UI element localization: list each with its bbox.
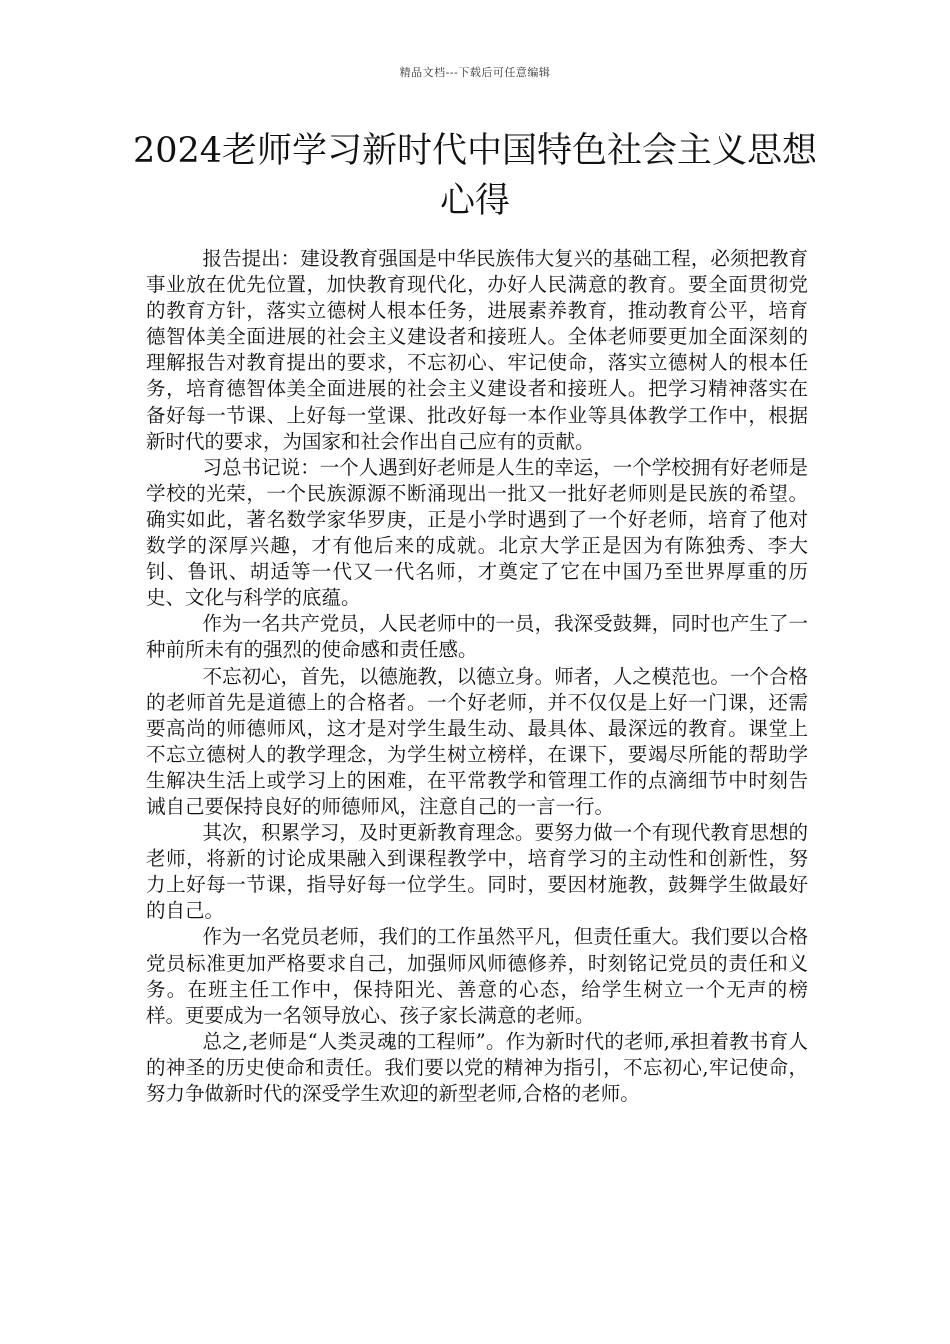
paragraph-3: 作为一名共产党员，人民老师中的一员，我深受鼓舞，同时也产生了一种前所未有的强烈的使命感和责任感。 xyxy=(146,612,808,662)
paragraph-2: 习总书记说：一个人遇到好老师是人生的幸运，一个学校拥有好老师是学校的光荣，一个民族源源不断涌现出一批又一批好老师则是民族的希望。确实如此，著名数学家华罗庚，正是小学时遇到了一个好老师，培育了他对数学的深厚兴趣，才有他后来的成就。北京大学正是因为有陈独秀、李大钊、鲁讯、胡适等一代又一代名师，才奠定了它在中国乃至世界厚重的历史、文化与科学的底蕴。 xyxy=(146,455,808,610)
paragraph-4: 不忘初心，首先，以德施教，以德立身。师者，人之模范也。一个合格的老师首先是道德上的合格者。一个好老师，并不仅仅是上好一门课，还需要高尚的师德师风，这才是对学生最生动、最具体、最深远的教育。课堂上不忘立德树人的教学理念，为学生树立榜样，在课下，要竭尽所能的帮助学生解决生活上或学习上的困难，在平常教学和管理工作的点滴细节中时刻告诫自己要保持良好的师德师风，注意自己的一言一行。 xyxy=(146,664,808,818)
paragraph-5: 其次，积累学习，及时更新教育理念。要努力做一个有现代教育思想的老师，将新的讨论成果融入到课程教学中，培育学习的主动性和创新性，努力上好每一节课，指导好每一位学生。同时，要因材施教，鼓舞学生做最好的自己。 xyxy=(146,821,808,923)
paragraph-7: 总之,老师是“人类灵魂的工程师”。作为新时代的老师,承担着教书育人的神圣的历史使命和责任。我们要以党的精神为指引，不忘初心,牢记使命，努力争做新时代的深受学生欢迎的新型老师,合格的老师。 xyxy=(146,1029,808,1105)
paragraph-1: 报告提出：建设教育强国是中华民族伟大复兴的基础工程，必须把教育事业放在优先位置，加快教育现代化，办好人民满意的教育。要全面贯彻党的教育方针，落实立德树人根本任务，进展素养教育，推动教育公平，培育德智体美全面进展的社会主义建设者和接班人。全体老师要更加全面深刻的理解报告对教育提出的要求，不忘初心、牢记使命，落实立德树人的根本任务，培育德智体美全面进展的社会主义建设者和接班人。把学习精神落实在备好每一节课、上好每一堂课、批改好每一本作业等具体教学工作中，根据新时代的要求，为国家和社会作出自己应有的贡献。 xyxy=(146,247,808,453)
document-body xyxy=(146,246,808,1107)
header-note: 精品文档---下载后可任意编辑 xyxy=(399,66,551,79)
paragraph-6: 作为一名党员老师，我们的工作虽然平凡，但责任重大。我们要以合格党员标准更加严格要求自己，加强师风师德修养，时刻铭记党员的责任和义务。在班主任工作中，保持阳光、善意的心态，给学生树立一个无声的榜样。更要成为一名领导放心、孩子家长满意的老师。 xyxy=(146,925,808,1027)
document-title: 2024老师学习新时代中国特色社会主义思想心得 xyxy=(132,131,818,221)
